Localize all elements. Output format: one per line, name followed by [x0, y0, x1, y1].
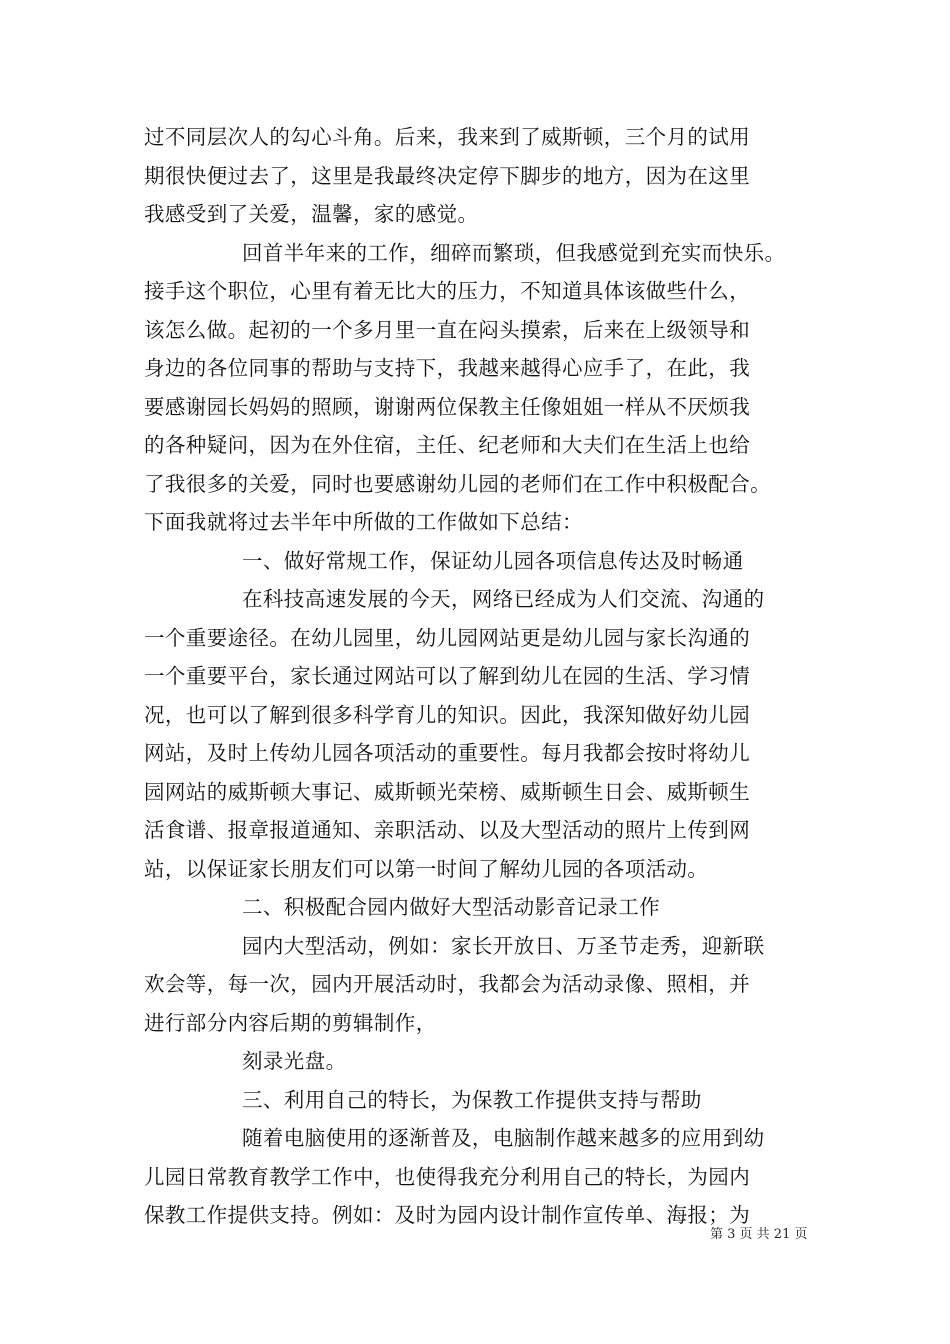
text-line: 期很快便过去了，这里是我最终决定停下脚步的地方，因为在这里 — [144, 163, 751, 188]
text-line: 下面我就将过去半年中所做的工作做如下总结： — [144, 510, 583, 534]
text-line: 该怎么做。起初的一个多月里一直在闷头摸索，后来在上级领导和 — [144, 317, 751, 342]
page-number-footer: 第 3 页 共 21 页 — [710, 1227, 808, 1242]
document-body — [144, 118, 824, 1235]
text-line: 欢会等，每一次，园内开展活动时，我都会为活动录像、照相，并 — [144, 972, 751, 996]
text-line: 一个重要途径。在幼儿园里，幼儿园网站更是幼儿园与家长沟通的 — [144, 625, 751, 650]
text-line: 过不同层次人的勾心斗角。后来，我来到了威斯顿，三个月的试用 — [144, 125, 751, 149]
text-line: 站，以保证家长朋友们可以第一时间了解幼儿园的各项活动。 — [144, 856, 709, 881]
section-heading-3: 三、利用自己的特长，为保教工作提供支持与帮助 — [242, 1087, 702, 1112]
section-heading-1: 一、做好常规工作，保证幼儿园各项信息传达及时畅通 — [242, 548, 744, 573]
section-heading-2: 二、积极配合园内做好大型活动影音记录工作 — [242, 895, 660, 919]
text-line: 网站，及时上传幼儿园各项活动的重要性。每月我都会按时将幼儿 — [144, 741, 751, 765]
paragraph-start-line: 回首半年来的工作，细碎而繁琐，但我感觉到充实而快乐。 — [242, 240, 786, 265]
text-line: 要感谢园长妈妈的照顾，谢谢两位保教主任像姐姐一样从不厌烦我 — [144, 394, 751, 419]
text-line: 的各种疑问，因为在外住宿，主任、纪老师和大夫们在生活上也给 — [144, 433, 751, 457]
paragraph-start-line: 在科技高速发展的今天，网络已经成为人们交流、沟通的 — [242, 587, 765, 611]
text-line: 保教工作提供支持。例如：及时为园内设计制作宣传单、海报；为 — [144, 1203, 751, 1227]
text-line: 我感受到了关爱，温馨，家的感觉。 — [144, 202, 479, 226]
text-line: 进行部分内容后期的剪辑制作， — [144, 1010, 437, 1035]
paragraph-start-line: 园内大型活动，例如：家长开放日、万圣节走秀，迎新联 — [242, 933, 765, 958]
text-line: 园网站的威斯顿大事记、威斯顿光荣榜、威斯顿生日会、威斯顿生 — [144, 779, 751, 804]
text-line: 活食谱、报章报道通知、亲职活动、以及大型活动的照片上传到网 — [144, 818, 751, 842]
paragraph-start-line: 刻录光盘。 — [242, 1049, 347, 1073]
text-line: 一个重要平台，家长通过网站可以了解到幼儿在园的生活、学习情 — [144, 664, 751, 688]
text-line: 了我很多的关爱，同时也要感谢幼儿园的老师们在工作中积极配合。 — [144, 471, 771, 496]
text-line: 接手这个职位，心里有着无比大的压力，不知道具体该做些什么， — [144, 279, 751, 303]
text-line: 儿园日常教育教学工作中，也使得我充分利用自己的特长，为园内 — [144, 1164, 751, 1189]
text-line: 况，也可以了解到很多科学育儿的知识。因此，我深知做好幼儿园 — [144, 702, 751, 727]
text-line: 身边的各位同事的帮助与支持下，我越来越得心应手了，在此，我 — [144, 356, 751, 380]
paragraph-start-line: 随着电脑使用的逐渐普及，电脑制作越来越多的应用到幼 — [242, 1126, 765, 1150]
